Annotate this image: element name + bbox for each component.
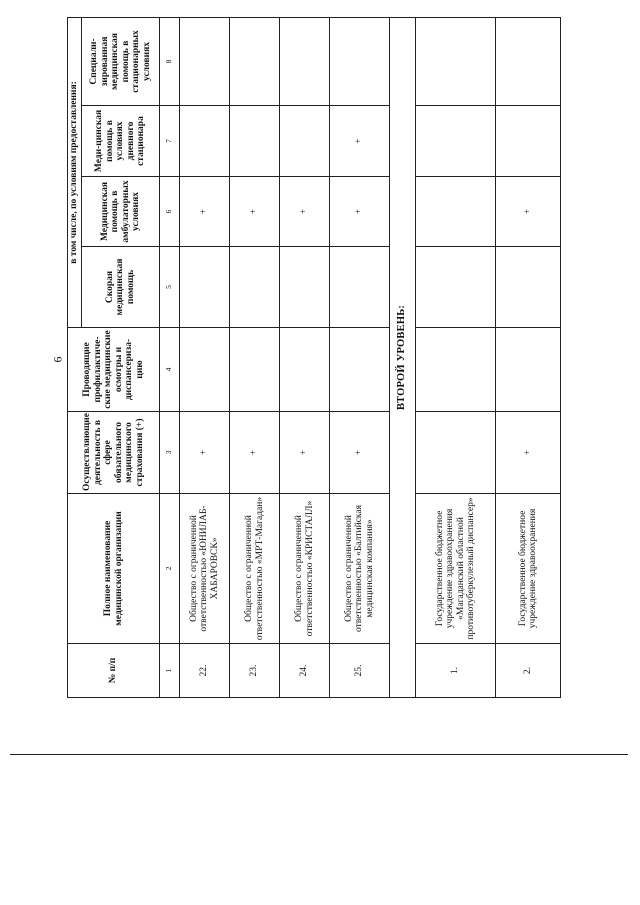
- table-row: [496, 17, 561, 697]
- emergency-mark: [180, 247, 230, 328]
- row-number: 22.: [180, 644, 230, 698]
- colnum-7: 7: [160, 106, 180, 177]
- preventive-mark: [496, 328, 561, 412]
- oms-mark: [416, 412, 496, 494]
- oms-mark: +: [330, 412, 390, 494]
- header-day-hospital: Меди-цинская помощь в условиях дневного стационара: [82, 106, 160, 177]
- inpatient-mark: [280, 17, 330, 105]
- org-name: Общество с ограниченной ответственностью «МРТ-Магадан»: [230, 494, 280, 644]
- preventive-mark: [180, 328, 230, 412]
- header-number: № п/п: [68, 644, 160, 698]
- oms-mark: +: [496, 412, 561, 494]
- outpatient-mark: +: [230, 177, 280, 247]
- row-number: 24.: [280, 644, 330, 698]
- section-title: ВТОРОЙ УРОВЕНЬ:: [390, 17, 416, 697]
- outpatient-mark: +: [330, 177, 390, 247]
- row-number: 1.: [416, 644, 496, 698]
- header-conditions-group: в том числе, по условиям предоставления:: [68, 17, 82, 327]
- oms-mark: +: [230, 412, 280, 494]
- header-emergency: Скорая медицинская помощь: [82, 247, 160, 328]
- table-row: [180, 17, 230, 697]
- day-hospital-mark: [230, 106, 280, 177]
- org-name: Общество с ограниченной ответственностью «Балтийская медицинская компания»: [330, 494, 390, 644]
- rotated-table-container: [67, 18, 560, 698]
- preventive-mark: [416, 328, 496, 412]
- emergency-mark: [230, 247, 280, 328]
- header-preventive: Проводящие профилактиче-ские медицинские осмотры и диспансериза-цию: [68, 328, 160, 412]
- page-divider: [10, 754, 628, 755]
- row-number: 23.: [230, 644, 280, 698]
- medical-organizations-table: [67, 17, 561, 698]
- inpatient-mark: [180, 17, 230, 105]
- preventive-mark: [230, 328, 280, 412]
- oms-mark: +: [180, 412, 230, 494]
- colnum-6: 6: [160, 177, 180, 247]
- table-row: [230, 17, 280, 697]
- header-oms: Осуществляющие деятельность в сфере обязательного медицинского страхования (+): [68, 412, 160, 494]
- section-row: [390, 17, 416, 697]
- emergency-mark: [330, 247, 390, 328]
- day-hospital-mark: +: [330, 106, 390, 177]
- row-number: 25.: [330, 644, 390, 698]
- emergency-mark: [496, 247, 561, 328]
- colnum-3: 3: [160, 412, 180, 494]
- colnum-2: 2: [160, 494, 180, 644]
- day-hospital-mark: [280, 106, 330, 177]
- inpatient-mark: [230, 17, 280, 105]
- preventive-mark: [330, 328, 390, 412]
- header-outpatient: Медицинская помощь в амбулаторных условиях: [82, 177, 160, 247]
- outpatient-mark: [416, 177, 496, 247]
- colnum-5: 5: [160, 247, 180, 328]
- org-name: Общество с ограниченной ответственностью «КРИСТАЛЛ»: [280, 494, 330, 644]
- emergency-mark: [416, 247, 496, 328]
- inpatient-mark: [496, 17, 561, 105]
- org-name: Государственное бюджетное учреждение здравоохранения: [496, 494, 561, 644]
- day-hospital-mark: [416, 106, 496, 177]
- colnum-4: 4: [160, 328, 180, 412]
- org-name: Общество с ограниченной ответственностью «ЮНИЛАБ-ХАБАРОВСК»: [180, 494, 230, 644]
- table-row: [280, 17, 330, 697]
- emergency-mark: [280, 247, 330, 328]
- day-hospital-mark: [496, 106, 561, 177]
- colnum-8: 8: [160, 17, 180, 105]
- colnum-1: 1: [160, 644, 180, 698]
- table-row: [330, 17, 390, 697]
- row-number: 2.: [496, 644, 561, 698]
- page-number: 6: [50, 356, 65, 363]
- header-org-name: Полное наименование медицинской организации: [68, 494, 160, 644]
- inpatient-mark: [330, 17, 390, 105]
- header-inpatient: Специали-зированная медицинская помощь в стационарных условиях: [82, 17, 160, 105]
- outpatient-mark: +: [280, 177, 330, 247]
- preventive-mark: [280, 328, 330, 412]
- outpatient-mark: +: [496, 177, 561, 247]
- outpatient-mark: +: [180, 177, 230, 247]
- org-name: Государственное бюджетное учреждение здравоохранения «Магаданский областной противотуберкулезный диспансер»: [416, 494, 496, 644]
- oms-mark: +: [280, 412, 330, 494]
- column-numbers-row: [160, 17, 180, 697]
- inpatient-mark: [416, 17, 496, 105]
- table-row: [416, 17, 496, 697]
- day-hospital-mark: [180, 106, 230, 177]
